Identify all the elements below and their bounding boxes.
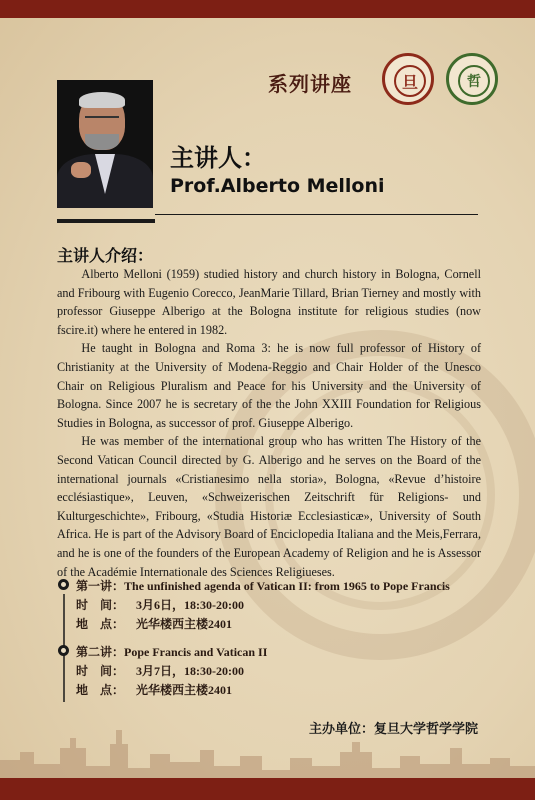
speaker-photo xyxy=(57,80,153,208)
bio-paragraph: He was member of the international group who has written The History of the Second Vatican Council directed by G. Alberigo and he serves on the Board of the international journals «Cristianesimo nella storia», Bologna, «Revue d’histoire ecclésiastique», Leuven, «Schweizerischen Zeitschrift für Religions- und Kulturgeschichte», Fribourg, «Studia Historiæ Ecclesiasticæ», University of South Africa. He is part of the Advisory Board of Enciclopedia Italiana and the Meis,Ferrara, and he is one of the founders of the European Academy of Religion and he is Assessor of the Académie Internationale des Sciences Religiueses. xyxy=(57,434,481,579)
philosophy-seal-icon: 哲 xyxy=(458,65,490,97)
school-of-philosophy-logo xyxy=(446,53,498,105)
bullet-icon xyxy=(58,579,69,590)
time-label: 时 间： xyxy=(76,598,125,612)
place-label: 地 点： xyxy=(76,617,125,631)
fudan-seal-icon: 旦 xyxy=(394,65,426,97)
lecture-title: The unfinished agenda of Vatican II: from 1965 to Pope Francis xyxy=(124,579,450,593)
lecture-place: 光华楼西主楼2401 xyxy=(136,683,233,697)
bottom-band xyxy=(0,778,535,800)
campus-skyline xyxy=(0,708,535,778)
intro-title: 主讲人介绍： xyxy=(57,246,154,265)
lecture-title: Pope Francis and Vatican II xyxy=(124,645,268,659)
bio-paragraph: Alberto Melloni (1959) studied history and church history in Bologna, Cornell and Fribourg with Eugenio Corecco, JeanMarie Tillard, Brian Tierney and mostly with professor Giuseppe Alberigo at the Bologna institute for religious studies (now fscire.it) where he entered in 1982. xyxy=(57,267,481,337)
speaker-bio xyxy=(57,265,481,581)
series-title: 系列讲座 xyxy=(268,72,352,96)
organizer: 主办单位：复旦大学哲学学院 xyxy=(309,722,479,737)
lecture-label: 第一讲： xyxy=(76,579,125,593)
lecture-time: 3月6日，18:30-20:00 xyxy=(136,598,244,612)
time-label: 时 间： xyxy=(76,664,125,678)
lecture-place: 光华楼西主楼2401 xyxy=(136,617,233,631)
header-divider xyxy=(155,214,478,215)
lecture-label: 第二讲： xyxy=(76,645,125,659)
fudan-university-logo xyxy=(382,53,434,105)
header-divider-accent xyxy=(57,219,155,223)
top-band xyxy=(0,0,535,18)
lecture-list xyxy=(57,577,497,700)
lecture-time: 3月7日，18:30-20:00 xyxy=(136,664,244,678)
lecture-item xyxy=(57,643,497,700)
speaker-label: 主讲人： xyxy=(170,144,266,172)
bio-paragraph: He taught in Bologna and Roma 3: he is now full professor of History of Christianity at the University of Modena-Reggio and Chair Holder of the Unesco Chair on Religious Pluralism and Peace for his University and the University of Bologna. Since 2007 he is secretary of the the John XXIII Foundation for Religious Studies in Bologna, as successor of prof. Giuseppe Alberigo. xyxy=(57,341,481,430)
bullet-icon xyxy=(58,645,69,656)
speaker-name: Prof.Alberto Melloni xyxy=(170,175,385,197)
place-label: 地 点： xyxy=(76,683,125,697)
lecture-item xyxy=(57,577,497,634)
